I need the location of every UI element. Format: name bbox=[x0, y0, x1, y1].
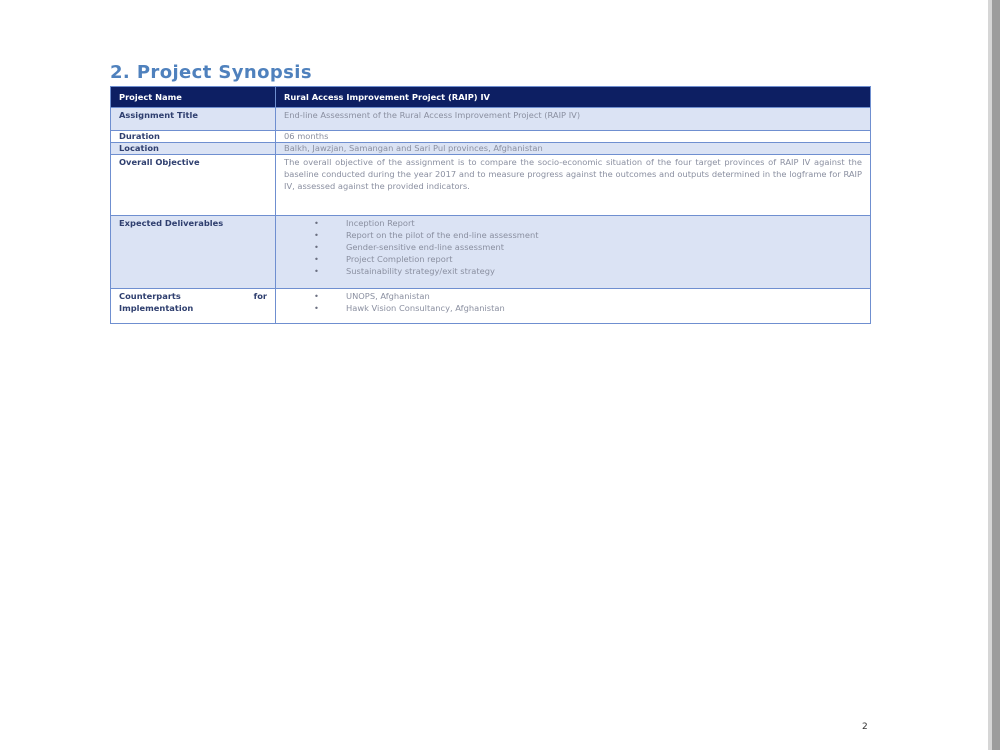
viewer-scrollbar-edge bbox=[988, 0, 992, 750]
table-row bbox=[111, 143, 871, 155]
location-value: Balkh, Jawzjan, Samangan and Sari Pul provinces, Afghanistan bbox=[276, 143, 871, 155]
table-row bbox=[111, 108, 871, 131]
expected-deliverables-value bbox=[276, 216, 871, 289]
project-name-label: Project Name bbox=[111, 87, 276, 108]
viewer-scrollbar-track[interactable] bbox=[988, 0, 1000, 750]
page-number: 2 bbox=[862, 722, 868, 732]
table-row bbox=[111, 216, 871, 289]
section-heading: 2. Project Synopsis bbox=[110, 62, 312, 83]
overall-objective-value: The overall objective of the assignment is to compare the socio-economic situation of the four target provinces of RAIP IV against the baseline conducted during the year 2017 and to measure progress against the outcomes and outputs determined in the logframe for RAIP IV, assessed against the provided indicators. bbox=[276, 155, 871, 216]
overall-objective-label: Overall Objective bbox=[111, 155, 276, 216]
project-name-value: Rural Access Improvement Project (RAIP) IV bbox=[276, 87, 871, 108]
assignment-title-value: End-line Assessment of the Rural Access Improvement Project (RAIP IV) bbox=[276, 108, 871, 131]
expected-deliverables-label: Expected Deliverables bbox=[111, 216, 276, 289]
table-row bbox=[111, 289, 871, 324]
table-row bbox=[111, 131, 871, 143]
list-item: • Report on the pilot of the end-line assessment bbox=[284, 229, 862, 241]
deliverables-list bbox=[284, 217, 862, 277]
list-item: • UNOPS, Afghanistan bbox=[284, 290, 862, 302]
list-item: • Gender-sensitive end-line assessment bbox=[284, 241, 862, 253]
table-header-row bbox=[111, 87, 871, 108]
counterparts-value bbox=[276, 289, 871, 324]
counterparts-label: Counterparts for Implementation bbox=[119, 291, 267, 313]
location-label: Location bbox=[111, 143, 276, 155]
list-item: • Sustainability strategy/exit strategy bbox=[284, 265, 862, 277]
duration-value: 06 months bbox=[276, 131, 871, 143]
assignment-title-label: Assignment Title bbox=[111, 108, 276, 131]
project-synopsis-table bbox=[110, 86, 871, 324]
duration-label: Duration bbox=[111, 131, 276, 143]
counterparts-cell bbox=[111, 289, 276, 324]
list-item: • Hawk Vision Consultancy, Afghanistan bbox=[284, 302, 862, 314]
list-item: • Project Completion report bbox=[284, 253, 862, 265]
counterparts-list bbox=[284, 290, 862, 314]
table-row bbox=[111, 155, 871, 216]
list-item: • Inception Report bbox=[284, 217, 862, 229]
